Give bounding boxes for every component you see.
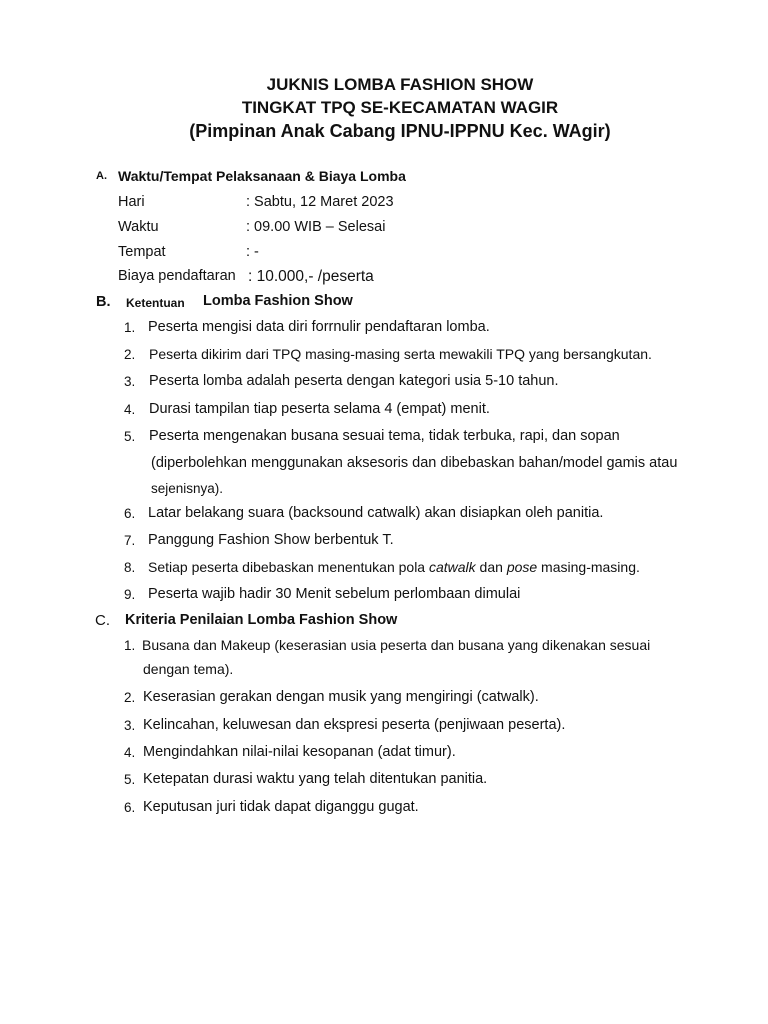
info-value: : -	[246, 244, 259, 260]
list-number: 6.	[124, 506, 136, 521]
section-c-title: Kriteria Penilaian Lomba Fashion Show	[125, 612, 398, 628]
info-label: Tempat	[118, 244, 166, 260]
list-number: 4.	[124, 402, 136, 417]
info-value: : 09.00 WIB – Selesai	[246, 219, 386, 235]
list-item: Latar belakang suara (backsound catwalk) akan disiapkan oleh panitia.	[148, 505, 604, 521]
list-item: Kelincahan, keluwesan dan ekspresi peserta (penjiwaan peserta).	[143, 717, 566, 733]
list-number: 7.	[124, 533, 136, 548]
doc-title-line3: (Pimpinan Anak Cabang IPNU-IPPNU Kec. WAgir)	[189, 121, 611, 141]
list-number: 4.	[124, 745, 136, 760]
list-item: Peserta dikirim dari TPQ masing-masing serta mewakili TPQ yang bersangkutan.	[149, 346, 652, 362]
list-number: 3.	[124, 374, 136, 389]
info-label: Hari	[118, 194, 145, 210]
list-item-emphasis: catwalk	[428, 559, 476, 575]
section-c-letter: C.	[95, 612, 110, 629]
list-item-continuation: dengan tema).	[143, 661, 234, 677]
list-item: Peserta wajib hadir 30 Menit sebelum perlombaan dimulai	[148, 586, 521, 602]
list-number: 8.	[124, 560, 136, 575]
section-a-title: Waktu/Tempat Pelaksanaan & Biaya Lomba	[118, 168, 406, 184]
list-item: Peserta mengisi data diri forrnulir pendaftaran lomba.	[148, 319, 490, 335]
list-item: Panggung Fashion Show berbentuk T.	[148, 532, 394, 548]
list-number: 9.	[124, 587, 136, 602]
list-number: 5.	[124, 772, 136, 787]
list-item	[148, 559, 640, 575]
list-number: 6.	[124, 800, 136, 815]
list-item-text: Setiap peserta dibebaskan menentukan pola	[148, 559, 429, 575]
info-value: : 10.000,- /peserta	[248, 268, 374, 285]
list-number: 5.	[124, 429, 136, 444]
section-b-letter: B.	[96, 294, 111, 310]
info-label: Biaya pendaftaran	[118, 268, 236, 284]
list-number: 2.	[124, 690, 136, 705]
section-b-title: Lomba Fashion Show	[203, 293, 353, 309]
list-item-text: masing-masing.	[537, 559, 640, 575]
info-value: : Sabtu, 12 Maret 2023	[246, 194, 394, 210]
list-item: Mengindahkan nilai-nilai kesopanan (adat timur).	[143, 744, 456, 760]
list-item-text: dan	[475, 559, 507, 575]
list-item: Busana dan Makeup (keserasian usia peserta dan busana yang dikenakan sesuai	[142, 637, 651, 653]
doc-title-line2: TINGKAT TPQ SE-KECAMATAN WAGIR	[241, 98, 559, 117]
doc-title-line1: JUKNIS LOMBA FASHION SHOW	[266, 75, 534, 94]
list-item: Durasi tampilan tiap peserta selama 4 (empat) menit.	[149, 401, 490, 417]
list-item: Peserta lomba adalah peserta dengan kategori usia 5-10 tahun.	[149, 373, 559, 389]
list-number: 1.	[124, 320, 136, 335]
list-number: 2.	[124, 347, 136, 362]
list-item: Keputusan juri tidak dapat diganggu gugat.	[143, 799, 419, 815]
list-item-continuation: (diperbolehkan menggunakan aksesoris dan dibebaskan bahan/model gamis atau	[151, 455, 678, 471]
list-number: 3.	[124, 718, 136, 733]
section-a-letter: A.	[96, 170, 107, 182]
list-item-continuation: sejenisnya).	[151, 481, 224, 496]
list-item-emphasis: pose	[506, 559, 538, 575]
info-label: Waktu	[118, 219, 159, 235]
list-item: Ketepatan durasi waktu yang telah ditentukan panitia.	[143, 771, 488, 787]
section-b-title-prefix: Ketentuan	[126, 296, 185, 310]
list-number: 1.	[124, 638, 136, 653]
list-item: Keserasian gerakan dengan musik yang mengiringi (catwalk).	[143, 689, 539, 705]
list-item: Peserta mengenakan busana sesuai tema, tidak terbuka, rapi, dan sopan	[149, 428, 620, 444]
